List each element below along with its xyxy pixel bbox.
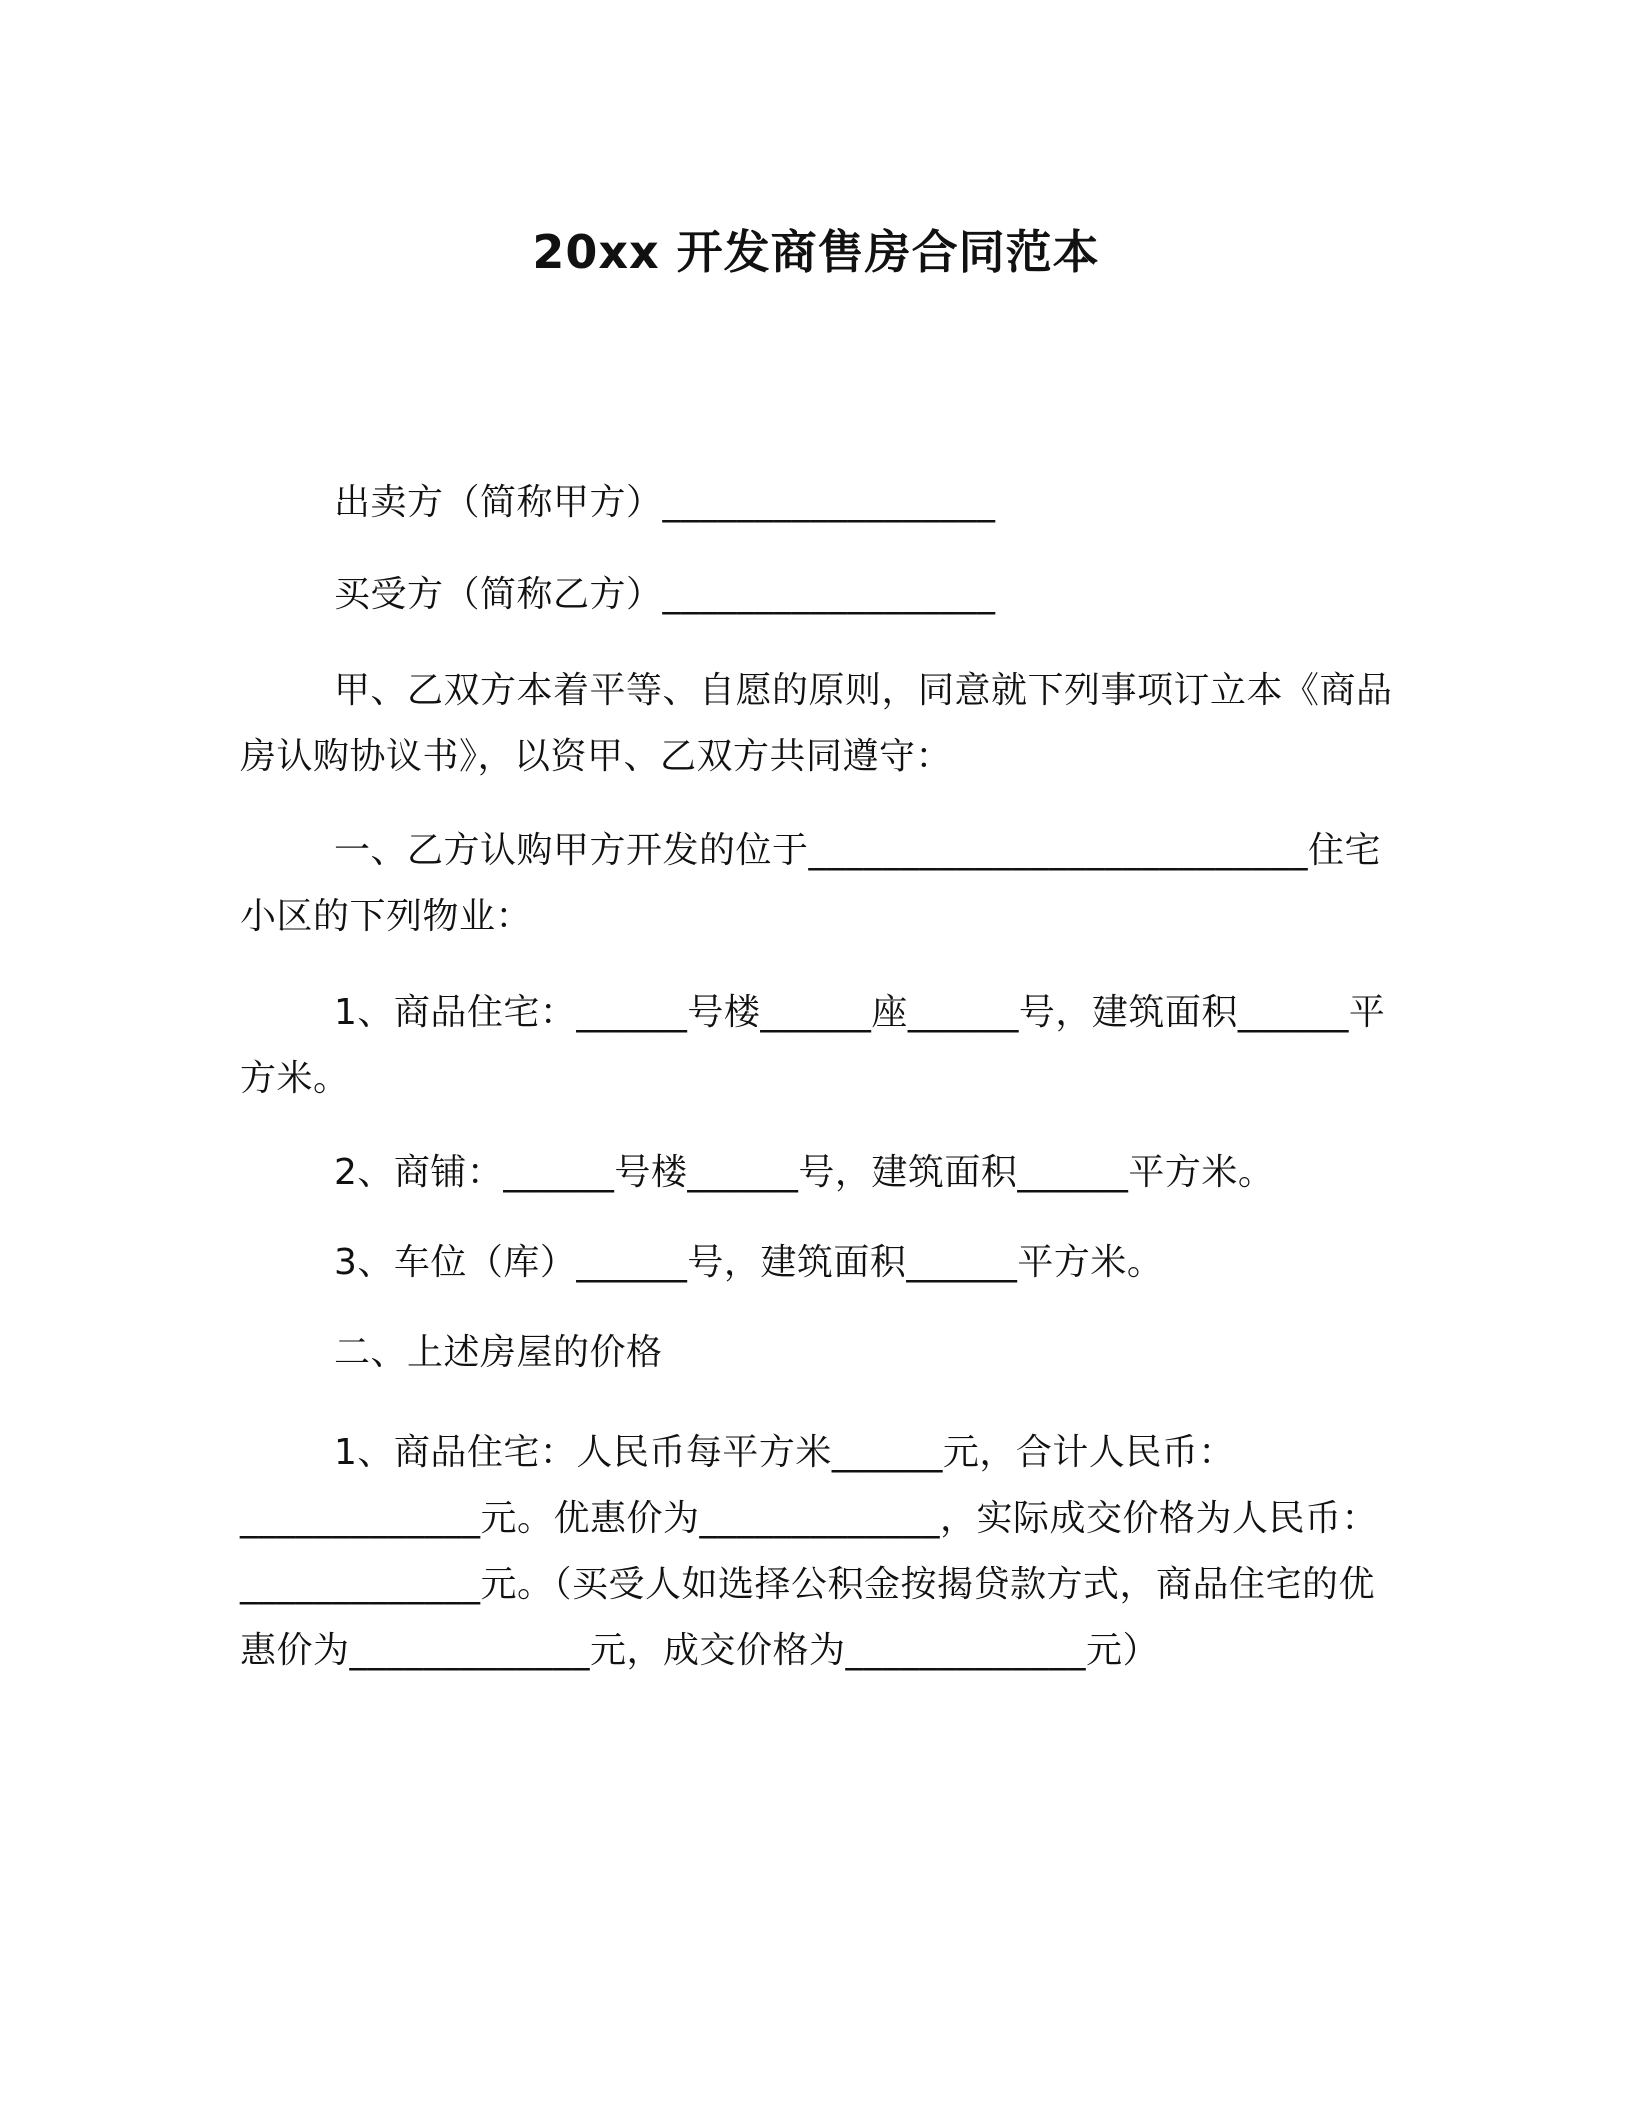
- clause-2-heading: 二、上述房屋的价格: [334, 1332, 663, 1373]
- clause-2-item-1: 1、商品住宅：人民币每平方米______元，合计人民币：_____________元。优惠价为_____________，实际成交价格为人民币：_____________元。（买受人如选择公积金按揭贷款方式，商品住宅的优惠价为_____________元，成交价格为_____________元）: [240, 1432, 1379, 1671]
- clause-1-item-2: 2、商铺：______号楼______号，建筑面积______平方米。: [334, 1152, 1275, 1193]
- seller-line: 出卖方（简称甲方）__________________: [334, 482, 996, 523]
- clause-1-item-3: 3、车位（库）______号，建筑面积______平方米。: [334, 1242, 1164, 1283]
- clause-1-location: 一、乙方认购甲方开发的位于___________________________住宅小区的下列物业：: [240, 830, 1382, 937]
- page-title: 20xx 开发商售房合同范本: [532, 225, 1100, 279]
- clause-1-item-1: 1、商品住宅：______号楼______座______号，建筑面积______平方米。: [240, 992, 1386, 1099]
- buyer-line: 买受方（简称乙方）__________________: [334, 574, 996, 615]
- intro-paragraph: 甲、乙双方本着平等、自愿的原则，同意就下列事项订立本《商品房认购协议书》，以资甲、乙双方共同遵守：: [240, 670, 1393, 777]
